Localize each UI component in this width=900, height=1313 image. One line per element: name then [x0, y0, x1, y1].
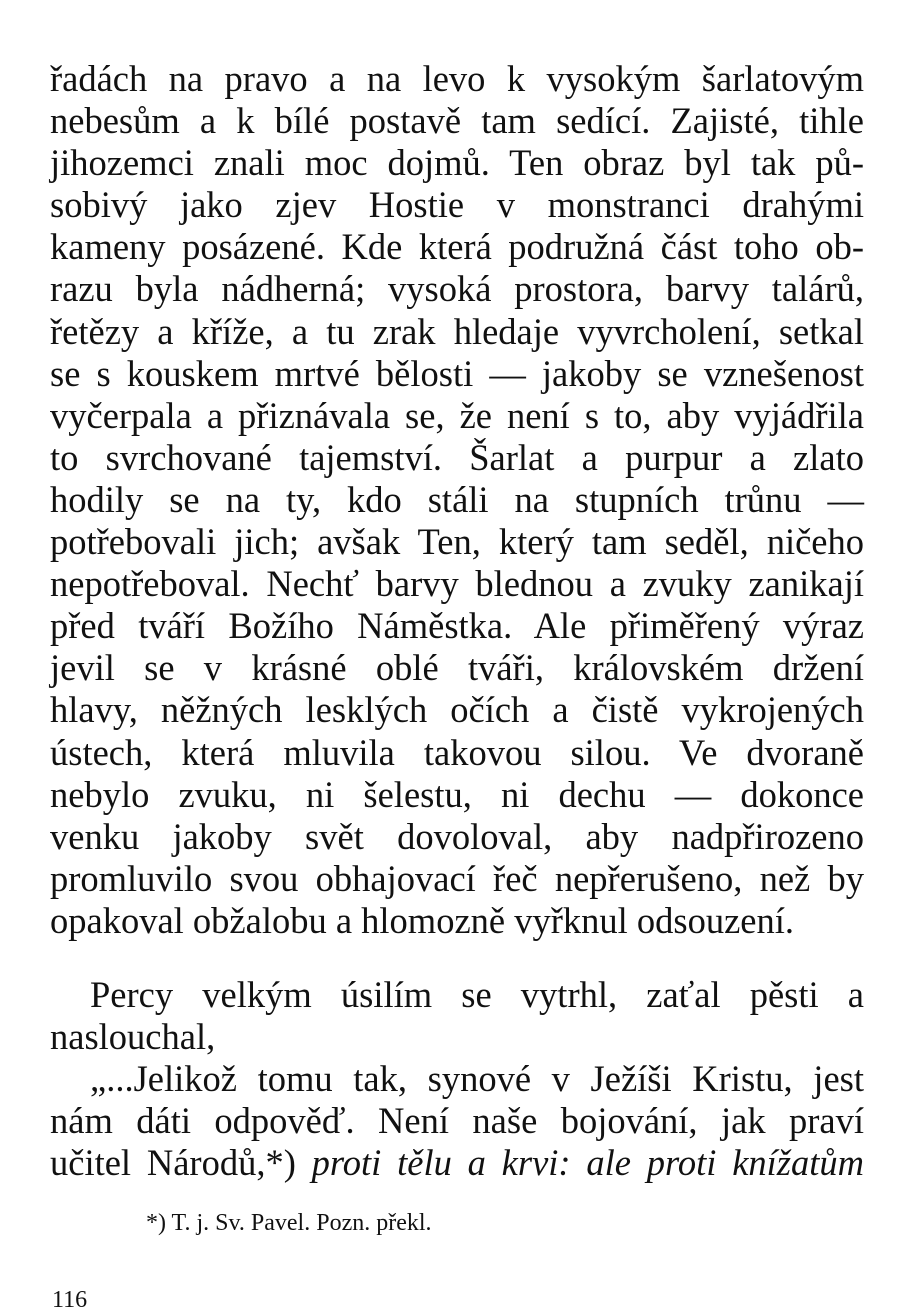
paragraph-1 [50, 58, 864, 942]
text-line: řadách na pravo a na levo k vysokým šarlatovým [50, 58, 864, 99]
main-text-block [50, 58, 864, 942]
paragraph-3-line-3-plain: učitel Národů,*) [50, 1142, 312, 1184]
text-line: vyčerpala a přiznávala se, že není s to, aby vyjádřila [50, 394, 864, 436]
text-line: nepotřeboval. Nechť barvy blednou a zvuky zanikají [50, 563, 864, 605]
paragraph-3-line-2: nám dáti odpověď. Není naše bojování, jak praví [50, 1100, 864, 1142]
paragraph-3-line-3 [50, 1142, 864, 1184]
paragraph-2-line-2: naslouchal, [50, 1016, 216, 1058]
text-line: jevil se v krásné oblé tváři, královském držení [50, 647, 864, 689]
text-line: opakoval obžalobu a hlomozně vyřknul odsouzení. [50, 899, 795, 941]
paragraph-3-line-3-italic: proti tělu a krvi: ale proti knížatům [311, 1142, 864, 1184]
text-line: hlavy, něžných lesklých očích a čistě vykrojených [50, 689, 864, 731]
paragraph-3-line-1: „...Jelikož tomu tak, synové v Ježíši Kristu, jest [90, 1058, 864, 1100]
paragraph-2-line-1: Percy velkým úsilím se vytrhl, zaťal pěsti a [90, 974, 864, 1015]
text-line: nebesům a k bílé postavě tam sedící. Zajisté, tihle [50, 100, 864, 142]
text-line: kameny posázené. Kde která podružná část toho ob- [50, 226, 864, 268]
text-line: venku jakoby svět dovoloval, aby nadpřirozeno [50, 815, 864, 857]
page-number: 116 [52, 1287, 88, 1313]
text-line: ústech, která mluvila takovou silou. Ve dvoraně [50, 731, 864, 773]
text-line: sobivý jako zjev Hostie v monstranci drahými [50, 184, 864, 226]
paragraphs-2-3 [50, 974, 864, 1184]
text-line: promluvilo svou obhajovací řeč nepřerušeno, než by [50, 857, 864, 899]
text-line: nebylo zvuku, ni šelestu, ni dechu — dokonce [50, 773, 864, 815]
text-line: se s kouskem mrtvé bělosti — jakoby se vznešenost [50, 352, 864, 394]
text-line: to svrchované tajemství. Šarlat a purpur a zlato [50, 436, 864, 478]
text-line: řetězy a kříže, a tu zrak hledaje vyvrcholení, setkal [50, 310, 864, 352]
footnote: *) T. j. Sv. Pavel. Pozn. překl. [146, 1210, 432, 1236]
text-line: razu byla nádherná; vysoká prostora, barvy talárů, [50, 268, 864, 310]
text-line: potřebovali jich; avšak Ten, který tam seděl, ničeho [50, 521, 864, 563]
text-line: před tváří Božího Náměstka. Ale přiměřený výraz [50, 605, 864, 647]
text-line: hodily se na ty, kdo stáli na stupních trůnu — [50, 478, 864, 520]
text-line: jihozemci znali moc dojmů. Ten obraz byl tak pů- [50, 142, 864, 184]
